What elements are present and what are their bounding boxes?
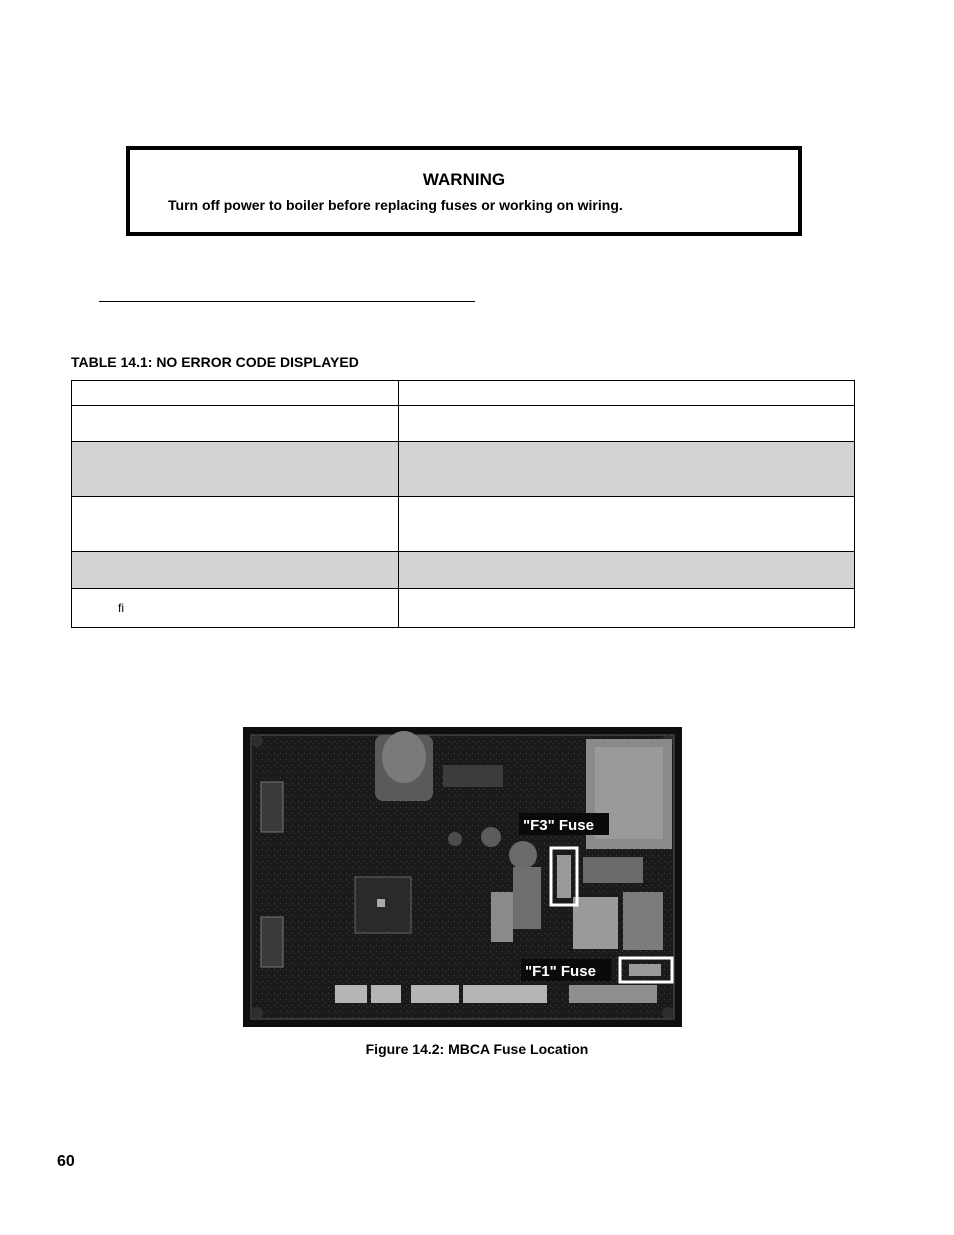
table-cell (72, 406, 399, 442)
table-row (72, 497, 855, 552)
table-cell (399, 442, 855, 497)
header-cell-action (399, 381, 855, 406)
figure-caption: Figure 14.2: MBCA Fuse Location (365, 1041, 589, 1057)
table-cell (399, 589, 855, 628)
f3-fuse-label: "F3" Fuse (523, 817, 594, 834)
table-row (72, 552, 855, 589)
table-cell: fi (72, 589, 399, 628)
table-cell (399, 497, 855, 552)
table-cell (72, 552, 399, 589)
warning-text: Turn off power to boiler before replacing fuses or working on wiring. (168, 197, 623, 213)
header-cell-condition (72, 381, 399, 406)
table-cell (72, 442, 399, 497)
error-table (71, 380, 855, 628)
f1-fuse-label: "F1" Fuse (525, 963, 596, 980)
table-row (72, 442, 855, 497)
warning-box (126, 146, 802, 236)
page-number: 60 (57, 1153, 75, 1170)
circuit-board-photo (243, 727, 682, 1027)
table-cell (72, 497, 399, 552)
section-heading-rule (99, 301, 475, 302)
table-cell (399, 552, 855, 589)
table-cell (399, 406, 855, 442)
warning-title: WARNING (422, 170, 506, 189)
table-row (72, 589, 855, 628)
table-header-row (72, 381, 855, 406)
table-row (72, 406, 855, 442)
table-caption: TABLE 14.1: NO ERROR CODE DISPLAYED (71, 354, 359, 370)
